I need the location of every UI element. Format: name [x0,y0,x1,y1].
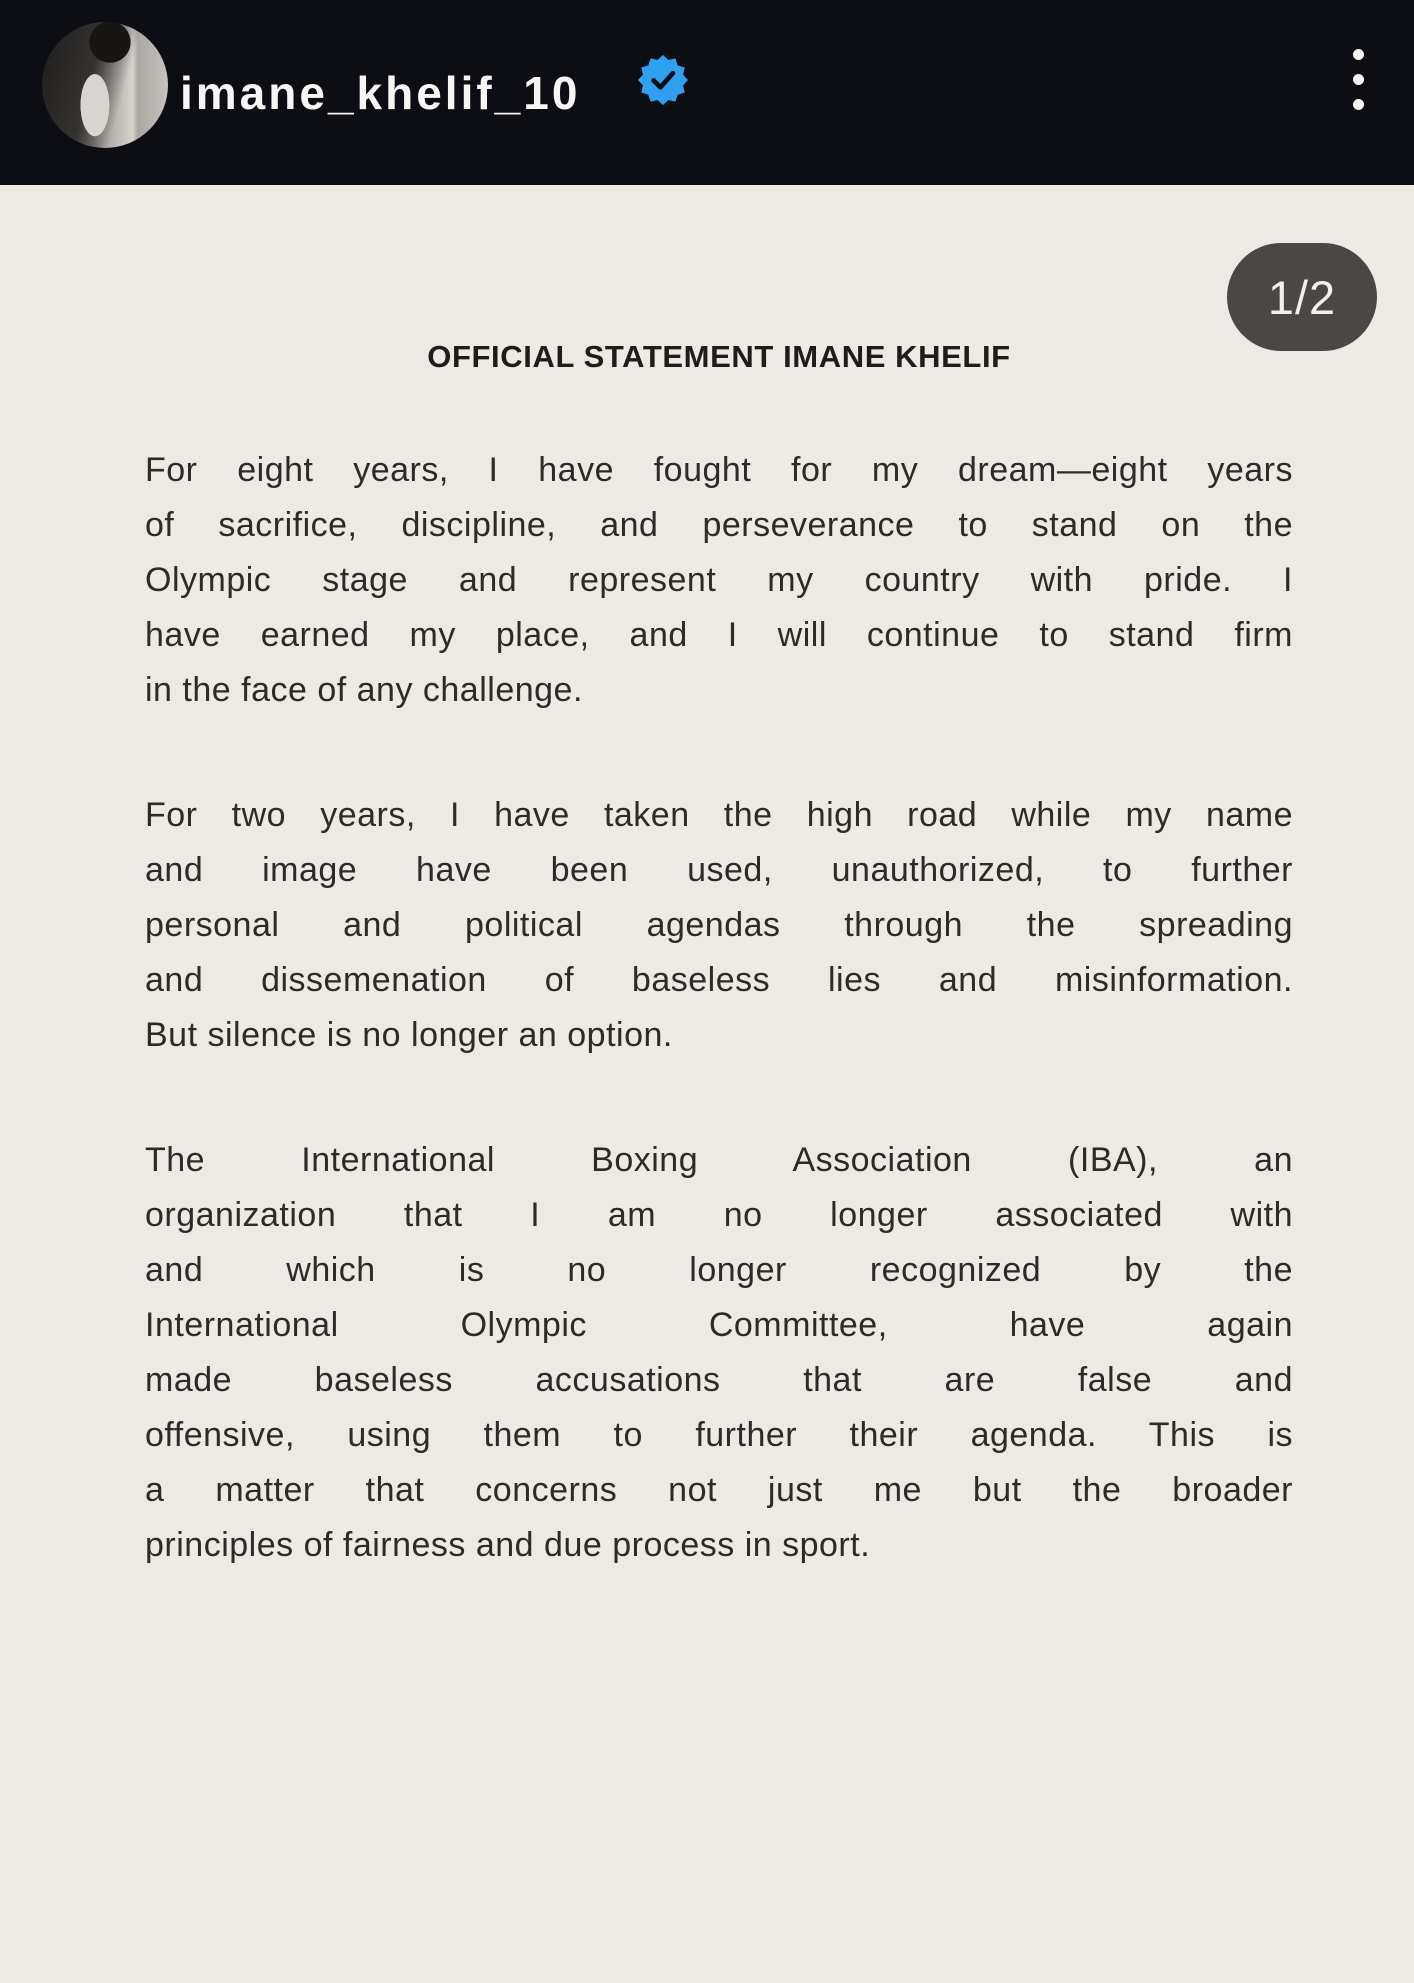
statement-line: The International Boxing Association (IBA), an [145,1141,1293,1179]
statement-line: personal and political agendas through the spreading [145,906,1293,944]
statement-line: For two years, I have taken the high road while my name [145,796,1293,834]
statement-paragraph [145,443,1293,718]
menu-dot [1353,99,1364,110]
menu-dot [1353,74,1364,85]
menu-dot [1353,49,1364,60]
username[interactable]: imane_khelif_10 [180,66,581,119]
statement-paragraph [145,788,1293,1063]
statement-line: organization that I am no longer associated with [145,1196,1293,1234]
statement-title: OFFICIAL STATEMENT IMANE KHELIF [427,339,1011,374]
statement-line: and dissemenation of baseless lies and misinformation. [145,961,1293,999]
statement-line: and image have been used, unauthorized, to further [145,851,1293,889]
verified-badge-icon [638,55,688,105]
story-content [0,185,1414,1573]
statement-line: offensive, using them to further their agenda. This is [145,1416,1293,1454]
page-indicator-badge: 1/2 [1227,243,1377,351]
statement-line: a matter that concerns not just me but the broader [145,1471,1293,1509]
statement-line: of sacrifice, discipline, and perseverance to stand on the [145,506,1293,544]
story-header [0,0,1414,185]
statement-line: For eight years, I have fought for my dream—eight years [145,451,1293,489]
statement-body [145,443,1293,1573]
more-options-icon[interactable] [1353,49,1364,110]
statement-line: and which is no longer recognized by the [145,1251,1293,1289]
statement-line: made baseless accusations that are false and [145,1361,1293,1399]
statement-line: have earned my place, and I will continue to stand firm [145,616,1293,654]
profile-avatar[interactable] [42,22,168,148]
statement-line: But silence is no longer an option. [145,1016,673,1054]
statement-paragraph [145,1133,1293,1573]
statement-line: principles of fairness and due process in sport. [145,1526,871,1564]
statement-line: in the face of any challenge. [145,671,583,709]
statement-line: International Olympic Committee, have again [145,1306,1293,1344]
statement-line: Olympic stage and represent my country with pride. I [145,561,1293,599]
